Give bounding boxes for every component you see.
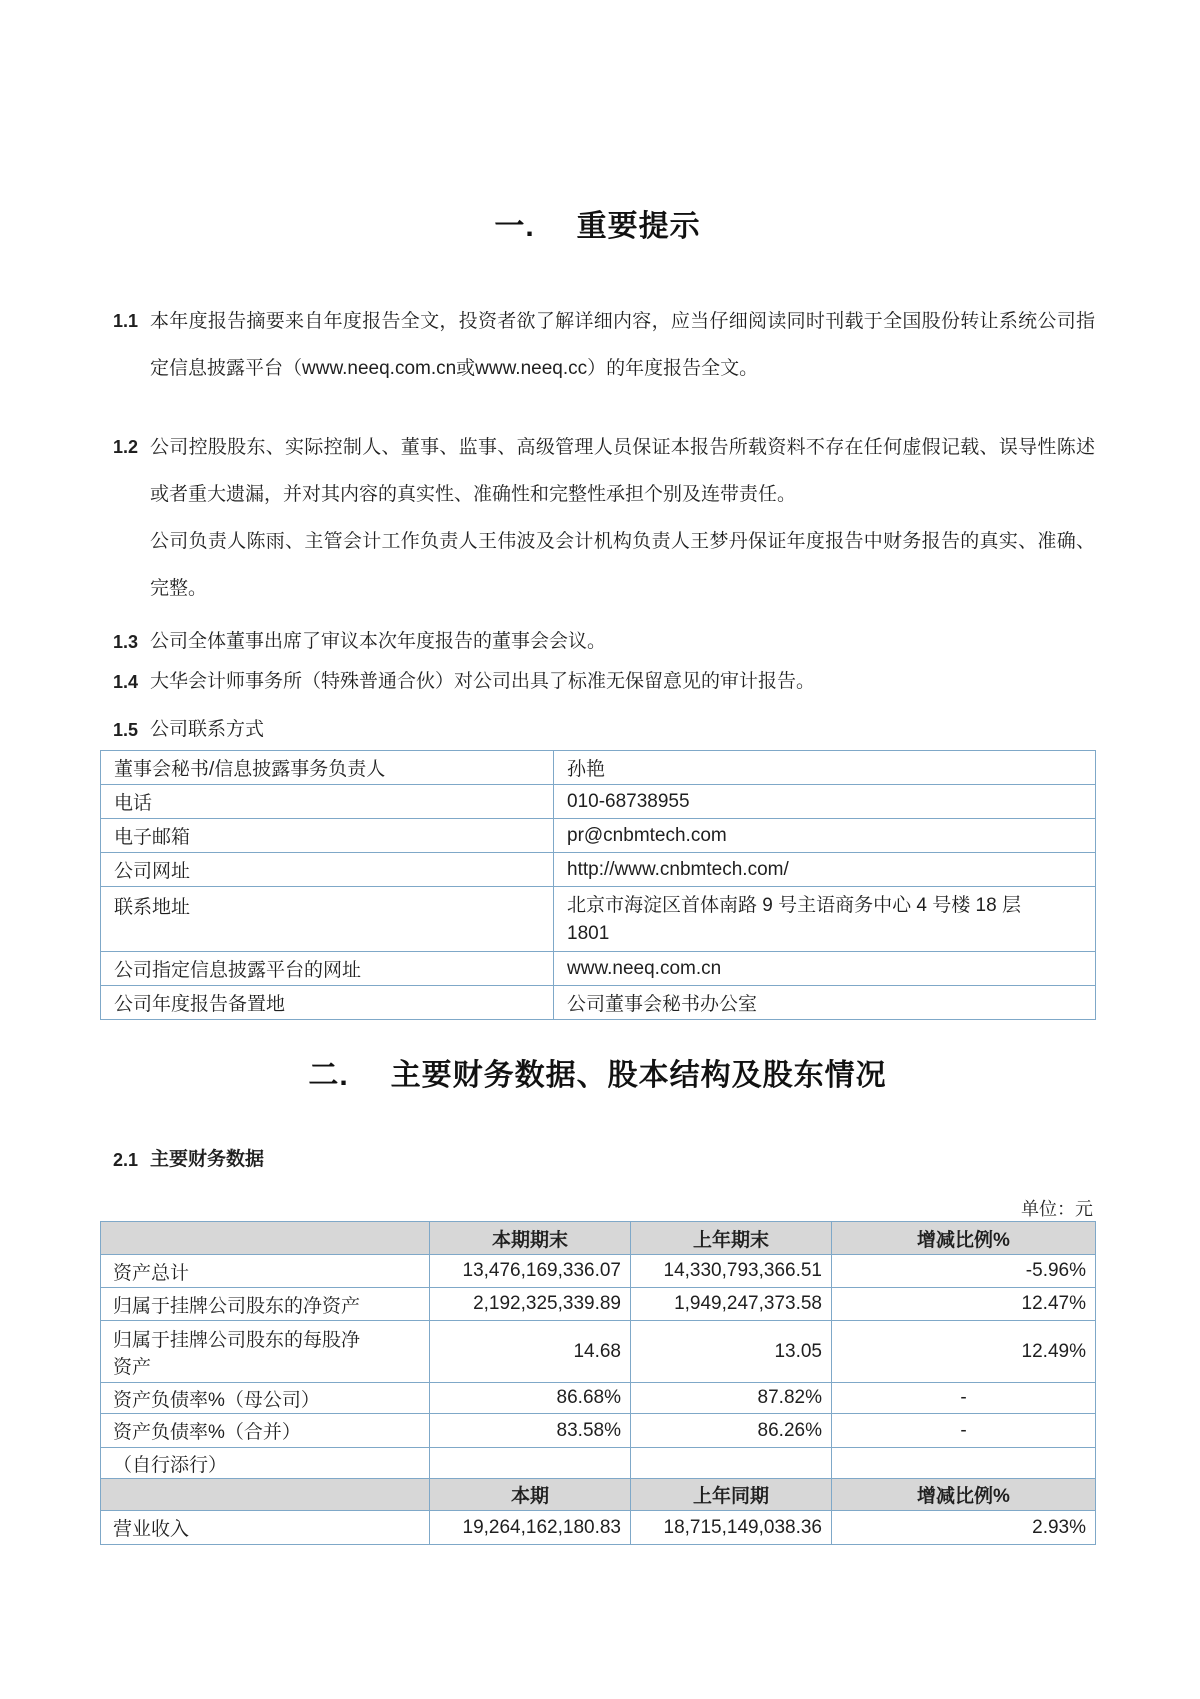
label-cell: 公司年度报告备置地 (101, 986, 554, 1020)
section-text: 公司联系方式 (150, 719, 265, 740)
section-text: 公司全体董事出席了审议本次年度报告的董事会会议。 (150, 631, 607, 652)
value-cell: 86.26% (631, 1414, 832, 1448)
section-1-3 (100, 622, 1095, 662)
section-title-text: 主要财务数据、股本结构及股东情况 (390, 1059, 887, 1092)
header-cell-empty (101, 1479, 430, 1511)
label-cell: 电子邮箱 (101, 819, 554, 853)
value-cell: 83.58% (430, 1414, 631, 1448)
table-row (101, 1288, 1096, 1321)
section-text: 主要财务数据 (150, 1149, 265, 1170)
table-row (101, 819, 1096, 853)
address-line-2: 1801 (567, 923, 610, 944)
value-cell: 86.68% (430, 1383, 631, 1414)
section-number: 1.5 (113, 720, 139, 740)
table-row (101, 1255, 1096, 1288)
header-cell-empty (101, 1222, 430, 1255)
section-title-number: 二. (308, 1059, 349, 1092)
value-cell: www.neeq.com.cn (554, 952, 1096, 986)
section-text: 公司负责人陈雨、主管会计工作负责人王伟波及会计机构负责人王梦丹保证年度报告中财务报告的真实、准确、完整。 (150, 531, 1095, 599)
header-cell: 上年期末 (631, 1222, 832, 1255)
financial-data-table (100, 1221, 1096, 1545)
value-cell (631, 1448, 832, 1479)
header-cell: 上年同期 (631, 1479, 832, 1511)
section-title-number: 一. (494, 210, 535, 243)
section-number: 1.1 (113, 311, 139, 331)
value-cell: 19,264,162,180.83 (430, 1511, 631, 1545)
section-text: 本年度报告摘要来自年度报告全文，投资者欲了解详细内容，应当仔细阅读同时刊载于全国股份转让系统公司指定信息披露平台（www.neeq.com.cn或www.neeq.cc）的年度报告全文。 (150, 311, 1095, 379)
unit-label: 单位：元 (1021, 1199, 1093, 1219)
section-title-important-notice (100, 0, 1095, 249)
value-cell: 12.47% (832, 1288, 1096, 1321)
report-page (100, 0, 1095, 1545)
row-label-cell: 归属于挂牌公司股东的每股净资产 (101, 1321, 430, 1383)
section-number: 1.4 (113, 672, 139, 692)
value-cell: 14.68 (430, 1321, 631, 1383)
table-row (101, 853, 1096, 887)
table-row (101, 1321, 1096, 1383)
value-cell: 公司董事会秘书办公室 (554, 986, 1096, 1020)
table-row (101, 952, 1096, 986)
row-label-cell: 资产负债率%（合并） (101, 1414, 430, 1448)
row-label-cell: 营业收入 (101, 1511, 430, 1545)
header-cell: 增减比例% (832, 1222, 1096, 1255)
section-1-2 (100, 424, 1095, 518)
value-cell: - (832, 1383, 1096, 1414)
value-cell (554, 887, 1096, 952)
value-cell: - (832, 1414, 1096, 1448)
table-row (101, 1511, 1096, 1545)
value-cell: 010-68738955 (554, 785, 1096, 819)
section-1-5 (100, 710, 1095, 750)
table-header-row (101, 1222, 1096, 1255)
value-cell: 12.49% (832, 1321, 1096, 1383)
value-cell: 87.82% (631, 1383, 832, 1414)
label-cell: 公司指定信息披露平台的网址 (101, 952, 554, 986)
header-cell: 本期期末 (430, 1222, 631, 1255)
section-text: 公司控股股东、实际控制人、董事、监事、高级管理人员保证本报告所载资料不存在任何虚假记载、误导性陈述或者重大遗漏，并对其内容的真实性、准确性和完整性承担个别及连带责任。 (150, 437, 1095, 505)
table-row (101, 986, 1096, 1020)
contact-info-table (100, 750, 1096, 1020)
value-cell: 2,192,325,339.89 (430, 1288, 631, 1321)
section-1-2-continued (100, 518, 1095, 612)
header-cell: 增减比例% (832, 1479, 1096, 1511)
section-1-1 (100, 298, 1095, 392)
row-label-cell: 资产总计 (101, 1255, 430, 1288)
row-label-cell: 归属于挂牌公司股东的净资产 (101, 1288, 430, 1321)
header-cell: 本期 (430, 1479, 631, 1511)
table-row (101, 1414, 1096, 1448)
section-number: 1.2 (113, 437, 139, 457)
label-cell: 联系地址 (101, 887, 554, 952)
row-label-cell: （自行添行） (101, 1448, 430, 1479)
label-cell: 电话 (101, 785, 554, 819)
label-cell: 董事会秘书/信息披露事务负责人 (101, 751, 554, 785)
value-cell: 1,949,247,373.58 (631, 1288, 832, 1321)
table-row (101, 887, 1096, 952)
section-number: 1.3 (113, 632, 139, 652)
section-title-text: 重要提示 (576, 210, 701, 243)
label-cell: 公司网址 (101, 853, 554, 887)
row-label-cell: 资产负债率%（母公司） (101, 1383, 430, 1414)
table-header-row (101, 1479, 1096, 1511)
value-cell: http://www.cnbmtech.com/ (554, 853, 1096, 887)
value-cell: 13.05 (631, 1321, 832, 1383)
value-cell: -5.96% (832, 1255, 1096, 1288)
value-cell: 2.93% (832, 1511, 1096, 1545)
value-cell: 孙艳 (554, 751, 1096, 785)
value-cell: 13,476,169,336.07 (430, 1255, 631, 1288)
table-row (101, 1448, 1096, 1479)
table-row (101, 751, 1096, 785)
section-text: 大华会计师事务所（特殊普通合伙）对公司出具了标准无保留意见的审计报告。 (150, 671, 816, 692)
section-1-4 (100, 662, 1095, 702)
value-cell: 14,330,793,366.51 (631, 1255, 832, 1288)
value-cell: pr@cnbmtech.com (554, 819, 1096, 853)
table-row (101, 785, 1096, 819)
section-number: 2.1 (113, 1150, 139, 1170)
section-2-1 (100, 1147, 1095, 1173)
table-row (101, 1383, 1096, 1414)
value-cell (832, 1448, 1096, 1479)
address-line-1: 北京市海淀区首体南路 9 号主语商务中心 4 号楼 18 层 (567, 895, 1021, 916)
section-title-financial-data (100, 1054, 1095, 1098)
value-cell (430, 1448, 631, 1479)
value-cell: 18,715,149,038.36 (631, 1511, 832, 1545)
